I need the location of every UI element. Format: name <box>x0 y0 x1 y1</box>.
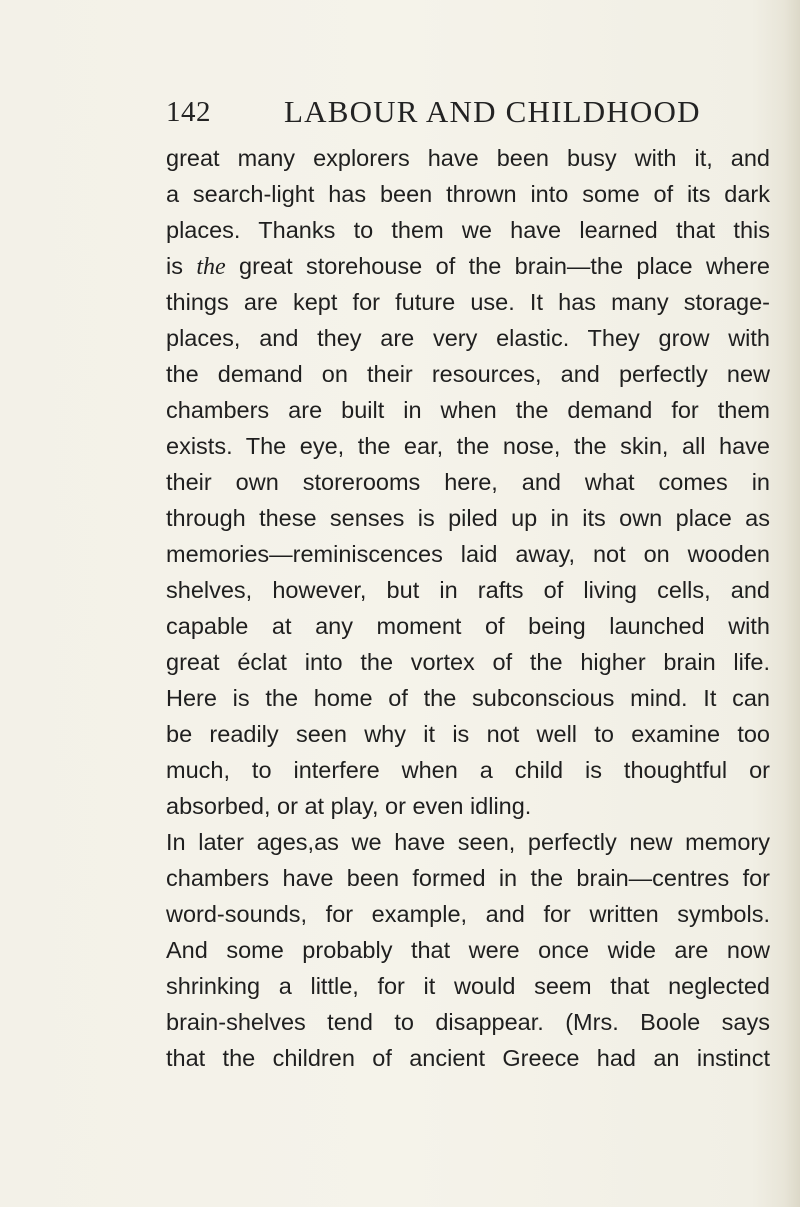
text-segment: great storehouse of the brain—the place where <box>225 253 770 279</box>
text-line: chambers are built in when the demand for them <box>166 397 770 423</box>
text-line: much, to interfere when a child is thoughtful or <box>166 757 770 783</box>
text-line: shrinking a little, for it would seem that neglected <box>166 973 770 999</box>
text-line: great many explorers have been busy with it, and <box>166 145 770 171</box>
text-line: places. Thanks to them we have learned that this <box>166 217 770 243</box>
text-line: word-sounds, for example, and for written symbols. <box>166 901 770 927</box>
page-header <box>166 92 766 132</box>
text-line: shelves, however, but in rafts of living cells, and <box>166 577 770 603</box>
page-number: 142 <box>166 96 211 128</box>
text-line: great éclat into the vortex of the higher brain life. <box>166 649 770 675</box>
text-line: things are kept for future use. It has many storage- <box>166 289 770 315</box>
text-line: places, and they are very elastic. They grow with <box>166 325 770 351</box>
text-line: the demand on their resources, and perfectly new <box>166 361 770 387</box>
text-line: through these senses is piled up in its own place as <box>166 505 770 531</box>
text-line: a search-light has been thrown into some of its dark <box>166 181 770 207</box>
text-line: capable at any moment of being launched with <box>166 613 770 639</box>
text-line: chambers have been formed in the brain—centres for <box>166 865 770 891</box>
text-line: be readily seen why it is not well to examine too <box>166 721 770 747</box>
text-line: that the children of ancient Greece had an instinct <box>166 1045 770 1071</box>
text-line: their own storerooms here, and what comes in <box>166 469 770 495</box>
text-line: absorbed, or at play, or even idling. <box>166 793 532 819</box>
body-text <box>166 140 770 1076</box>
text-line: exists. The eye, the ear, the nose, the skin, all have <box>166 433 770 459</box>
text-line: memories—reminiscences laid away, not on wooden <box>166 541 770 567</box>
text-line: And some probably that were once wide are now <box>166 937 770 963</box>
text-line <box>166 248 770 284</box>
text-line: Here is the home of the subconscious mind. It can <box>166 685 770 711</box>
emphasis-word: the <box>196 254 226 280</box>
text-line: brain-shelves tend to disappear. (Mrs. Boole says <box>166 1009 770 1035</box>
text-line: In later ages,as we have seen, perfectly new memory <box>166 829 770 855</box>
running-head: LABOUR AND CHILDHOOD <box>284 94 701 129</box>
text-segment: is <box>166 253 197 279</box>
